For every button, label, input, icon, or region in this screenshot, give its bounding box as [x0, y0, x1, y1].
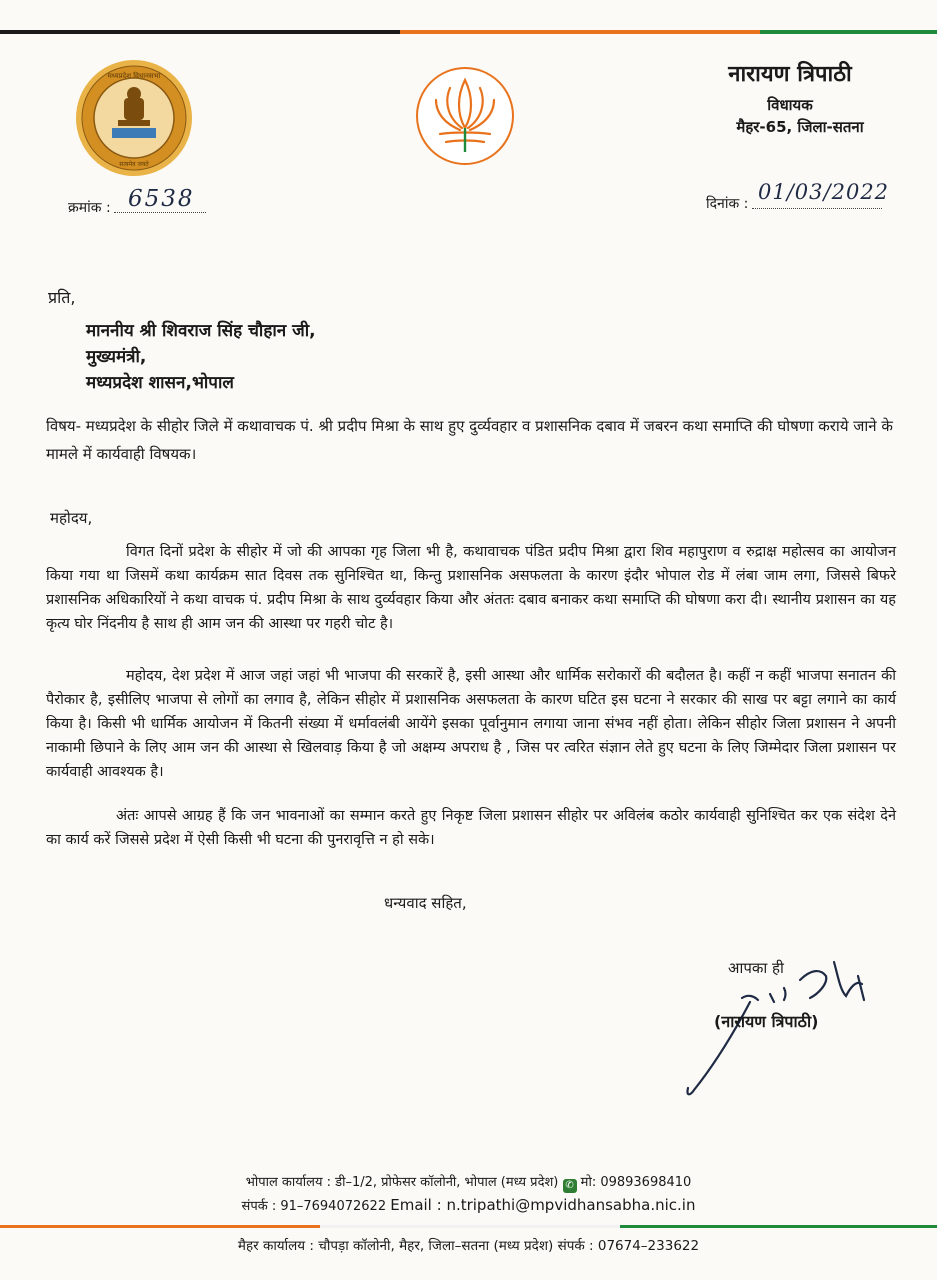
- body-paragraph: अंतः आपसे आग्रह हैं कि जन भावनाओं का सम्मान करते हुए निकृष्ट जिला प्रशासन सीहोर पर अविलंब कठोर कार्यवाही सुनिश्चित कर एक संदेश देने का कार्य करें जिससे प्रदेश में ऐसी किसी भी घटना की पुनरावृत्ति न हो सके।: [46, 808, 896, 848]
- contact-line: [0, 1196, 937, 1214]
- svg-text:मध्यप्रदेश विधानसभा: मध्यप्रदेश विधानसभा: [107, 72, 161, 80]
- mla-designation: विधायक: [767, 96, 813, 114]
- top-rule: [0, 30, 937, 34]
- kramank-label: क्रमांक :: [68, 200, 111, 216]
- vidhan-sabha-seal: [74, 58, 194, 178]
- mla-constituency: मैहर-65, जिला-सतना: [736, 118, 864, 136]
- dinank-label: दिनांक :: [706, 196, 749, 212]
- recipient-line: मध्यप्रदेश शासन,भोपाल: [86, 373, 234, 393]
- recipient-line: माननीय श्री शिवराज सिंह चौहान जी,: [86, 321, 316, 341]
- dinank-value: 01/03/2022: [758, 180, 890, 204]
- mobile-number: मो: 09893698410: [580, 1175, 692, 1190]
- body-paragraph: विगत दिनों प्रदेश के सीहोर में जो की आपका गृह जिला भी है, कथावाचक पंडित प्रदीप मिश्रा द्वारा शिव महापुराण व रुद्राक्ष महोत्सव का आयोजन किया गया था जिसमें कथा कार्यक्रम सात दिवस तक सुनिश्चित था, किन्तु प्रशासनिक असफलता के कारण इंदौर भोपाल रोड में लंबा जाम लगा, जिससे बिफरे प्रशासनिक अधिकारियों ने कथा वाचक पं. प्रदीप मिश्रा के साथ दुर्व्यवहार किया और अंततः दबाव बनाकर कथा समाप्ति की घोषणा करा दी। स्थानीय प्रशासन का यह कृत्य घोर निंदनीय है साथ ही आम जन की आस्था पर गहरी चोट है।: [46, 544, 896, 632]
- svg-text:सत्यमेव जयते: सत्यमेव जयते: [119, 161, 149, 168]
- thanks-line: धन्यवाद सहित,: [384, 894, 467, 912]
- body-paragraph: महोदय, देश प्रदेश में आज जहां जहां भी भाजपा की सरकारें है, इसी आस्था और धार्मिक सरोकारों की बदौलत है। कहीं न कहीं भाजपा सनातन की पैरोकार है, इसीलिए भाजपा से लोगों का लगाव है, लेकिन सीहोर में प्रशासनिक असफलता के कारण घटित इस घटना ने सरकार की साख पर बट्टा लगाने का कार्य किया है। किसी भी धार्मिक आयोजन में कितनी संख्या में धर्मावलंबी आयेंगे इसका पूर्वानुमान लगाया जाना संभव नहीं होता। लेकिन सीहोर जिला प्रशासन ने अपनी नाकामी छिपाने के लिए आम जन की आस्था से खिलवाड़ किया है जो अक्षम्य अपराध है , जिस पर त्वरित संज्ञान लेते हुए घटना के लिए जिम्मेदार जिला प्रशासन पर कार्यवाही आवश्यक है।: [46, 668, 896, 780]
- subject: विषय- मध्यप्रदेश के सीहोर जिले में कथावाचक पं. श्री प्रदीप मिश्रा के साथ हुए दुर्व्यवहार व प्रशासनिक दबाव में जबरन कथा समाप्ति की घोषणा कराये जाने के मामले में कार्यवाही विषयक।: [46, 417, 893, 463]
- prati-label: प्रति,: [48, 288, 76, 307]
- signatory-name: (नारायण त्रिपाठी): [714, 1012, 819, 1031]
- kramank-value: 6538: [128, 186, 195, 212]
- whatsapp-icon: ✆: [563, 1179, 577, 1193]
- salutation: महोदय,: [50, 509, 93, 527]
- bhopal-office: भोपाल कार्यालय : डी–1/2, प्रोफेसर कॉलोनी, भोपाल (मध्य प्रदेश): [245, 1175, 559, 1190]
- bjp-lotus-logo: [412, 62, 518, 170]
- mla-name: नारायण त्रिपाठी: [728, 62, 852, 87]
- closing-line: आपका ही: [728, 959, 784, 977]
- email-address: Email : n.tripathi@mpvidhansabha.nic.in: [390, 1196, 696, 1214]
- maihar-office: मैहर कार्यालय : चौपड़ा कॉलोनी, मैहर, जिला–सतना (मध्य प्रदेश) संपर्क : 07674–233622: [237, 1238, 700, 1254]
- recipient-line: मुख्यमंत्री,: [86, 347, 147, 367]
- bottom-rule: [0, 1225, 937, 1228]
- contact-number: संपर्क : 91–7694072622: [241, 1199, 387, 1214]
- bhopal-office-line: [0, 1172, 937, 1193]
